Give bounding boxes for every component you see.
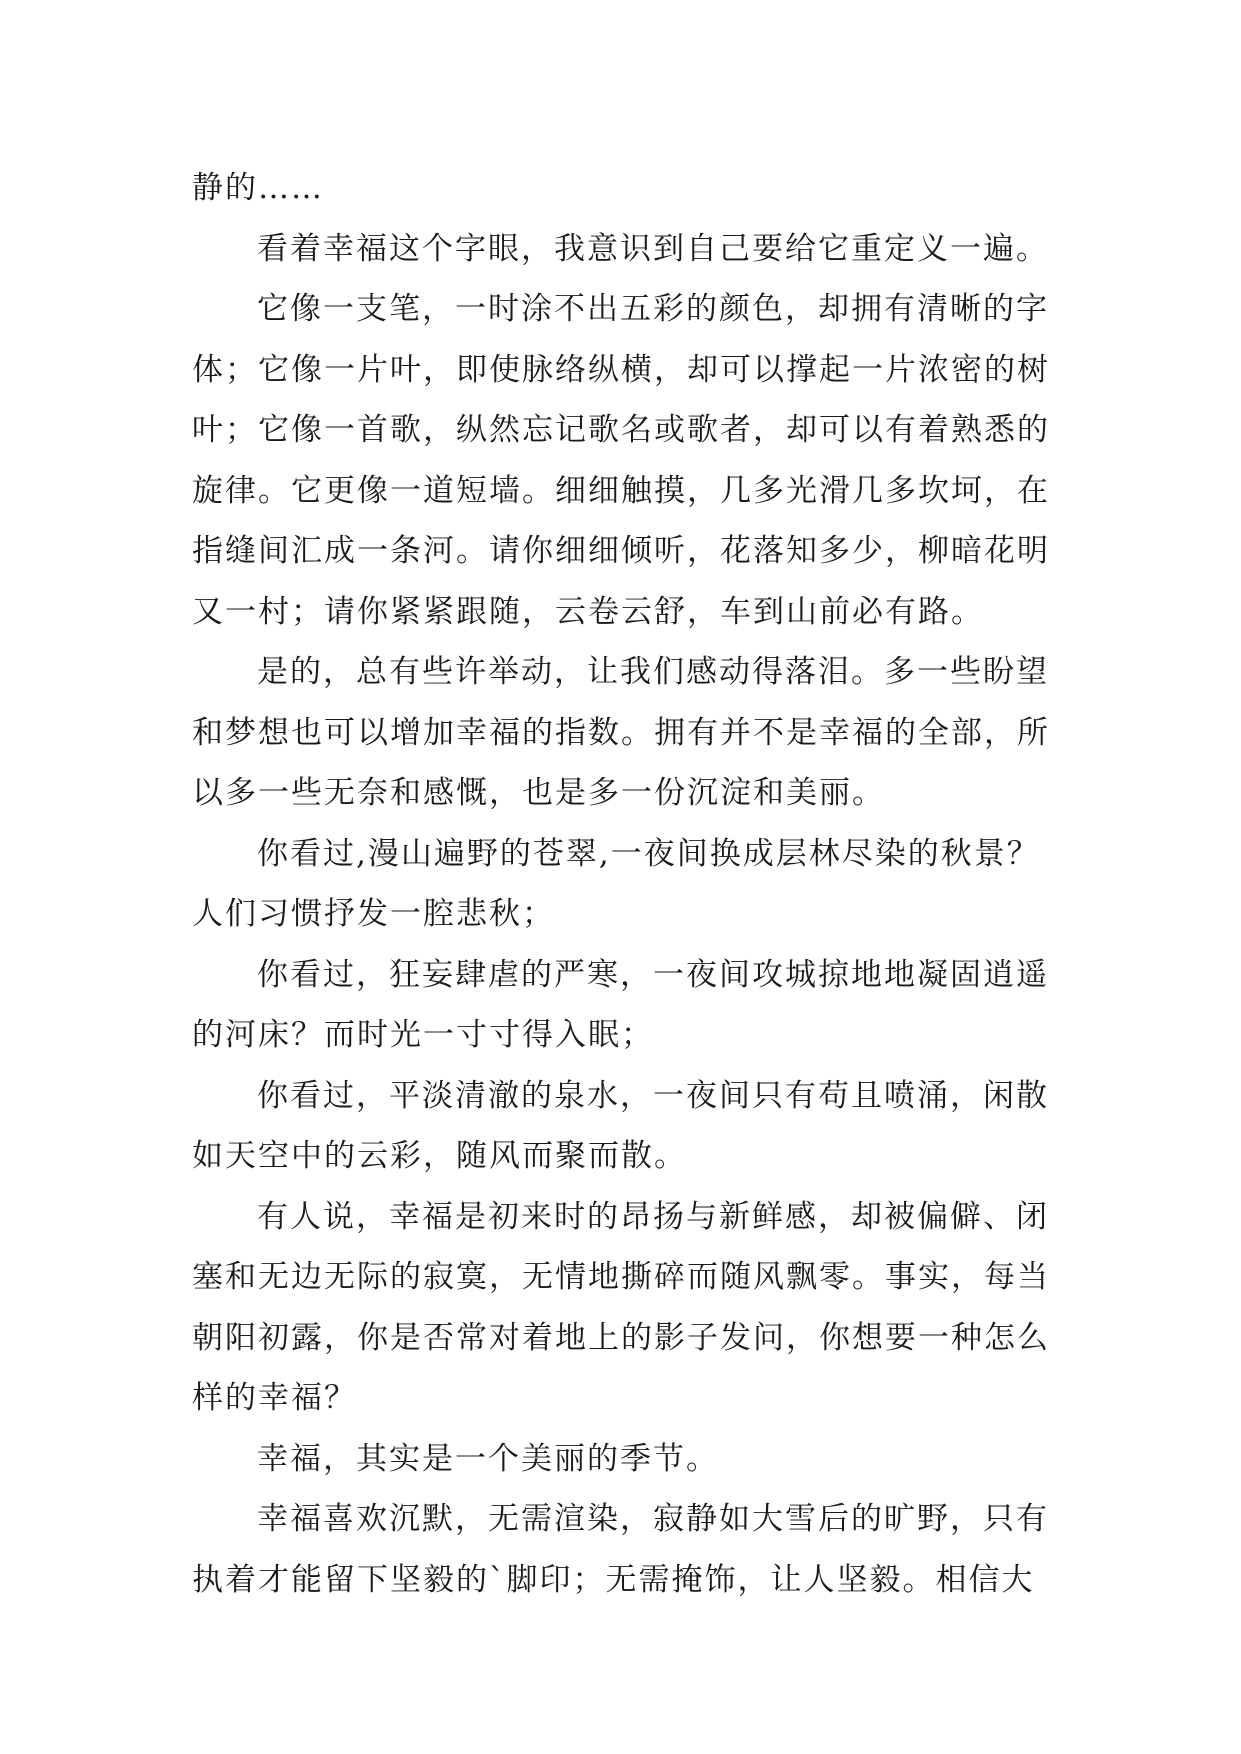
text-line: 人们习惯抒发一腔悲秋；: [192, 896, 555, 932]
text-line: 的河床？而时光一寸寸得入眠；: [192, 1017, 654, 1053]
text-line: 样的幸福？: [192, 1380, 357, 1416]
text-line: 有人说，幸福是初来时的昂扬与新鲜感，却被偏僻、闭: [257, 1198, 1049, 1235]
text-line: 如天空中的云彩，随风而聚而散。: [192, 1138, 687, 1174]
text-line: 体；它像一片叶，即使脉络纵横，却可以撑起一片浓密的树: [192, 351, 1050, 388]
text-line: 幸福，其实是一个美丽的季节。: [257, 1440, 719, 1477]
text-line: 你看过,漫山遍野的苍翠,一夜间换成层林尽染的秋景？: [257, 835, 1040, 872]
text-line: 你看过，平淡清澈的泉水，一夜间只有苟且喷涌，闲散: [257, 1077, 1049, 1114]
text-line: 指缝间汇成一条河。请你细细倾听，花落知多少，柳暗花明: [192, 533, 1050, 569]
text-line: 幸福喜欢沉默，无需渲染，寂静如大雪后的旷野，只有: [257, 1501, 1049, 1537]
text-line: 看着幸福这个字眼，我意识到自己要给它重定义一遍。: [257, 230, 1049, 267]
text-line: 旋律。它更像一道短墙。细细触摸，几多光滑几多坎坷，在: [192, 472, 1050, 509]
text-line: 它像一支笔，一时涂不出五彩的颜色，却拥有清晰的字: [257, 291, 1049, 327]
text-line: 和梦想也可以增加幸福的指数。拥有并不是幸福的全部，所: [192, 714, 1050, 751]
text-line: 朝阳初露，你是否常对着地上的影子发问，你想要一种怎么: [192, 1319, 1050, 1356]
text-line: 塞和无边无际的寂寞，无情地撕碎而随风飘零。事实，每当: [192, 1259, 1050, 1295]
text-line: 以多一些无奈和感慨，也是多一份沉淀和美丽。: [192, 775, 885, 811]
document-body: [192, 158, 1072, 1610]
text-line: 叶；它像一首歌，纵然忘记歌名或歌者，却可以有着熟悉的: [192, 412, 1050, 448]
text-line: 又一村；请你紧紧跟随，云卷云舒，车到山前必有路。: [192, 593, 984, 630]
text-line: 执着才能留下坚毅的`脚印；无需掩饰，让人坚毅。相信大: [192, 1561, 1035, 1598]
text-line: 你看过，狂妄肆虐的严寒，一夜间攻城掠地地凝固逍遥: [257, 956, 1049, 993]
text-line: 是的，总有些许举动，让我们感动得落泪。多一些盼望: [257, 654, 1049, 690]
text-line: 静的……: [192, 170, 324, 206]
